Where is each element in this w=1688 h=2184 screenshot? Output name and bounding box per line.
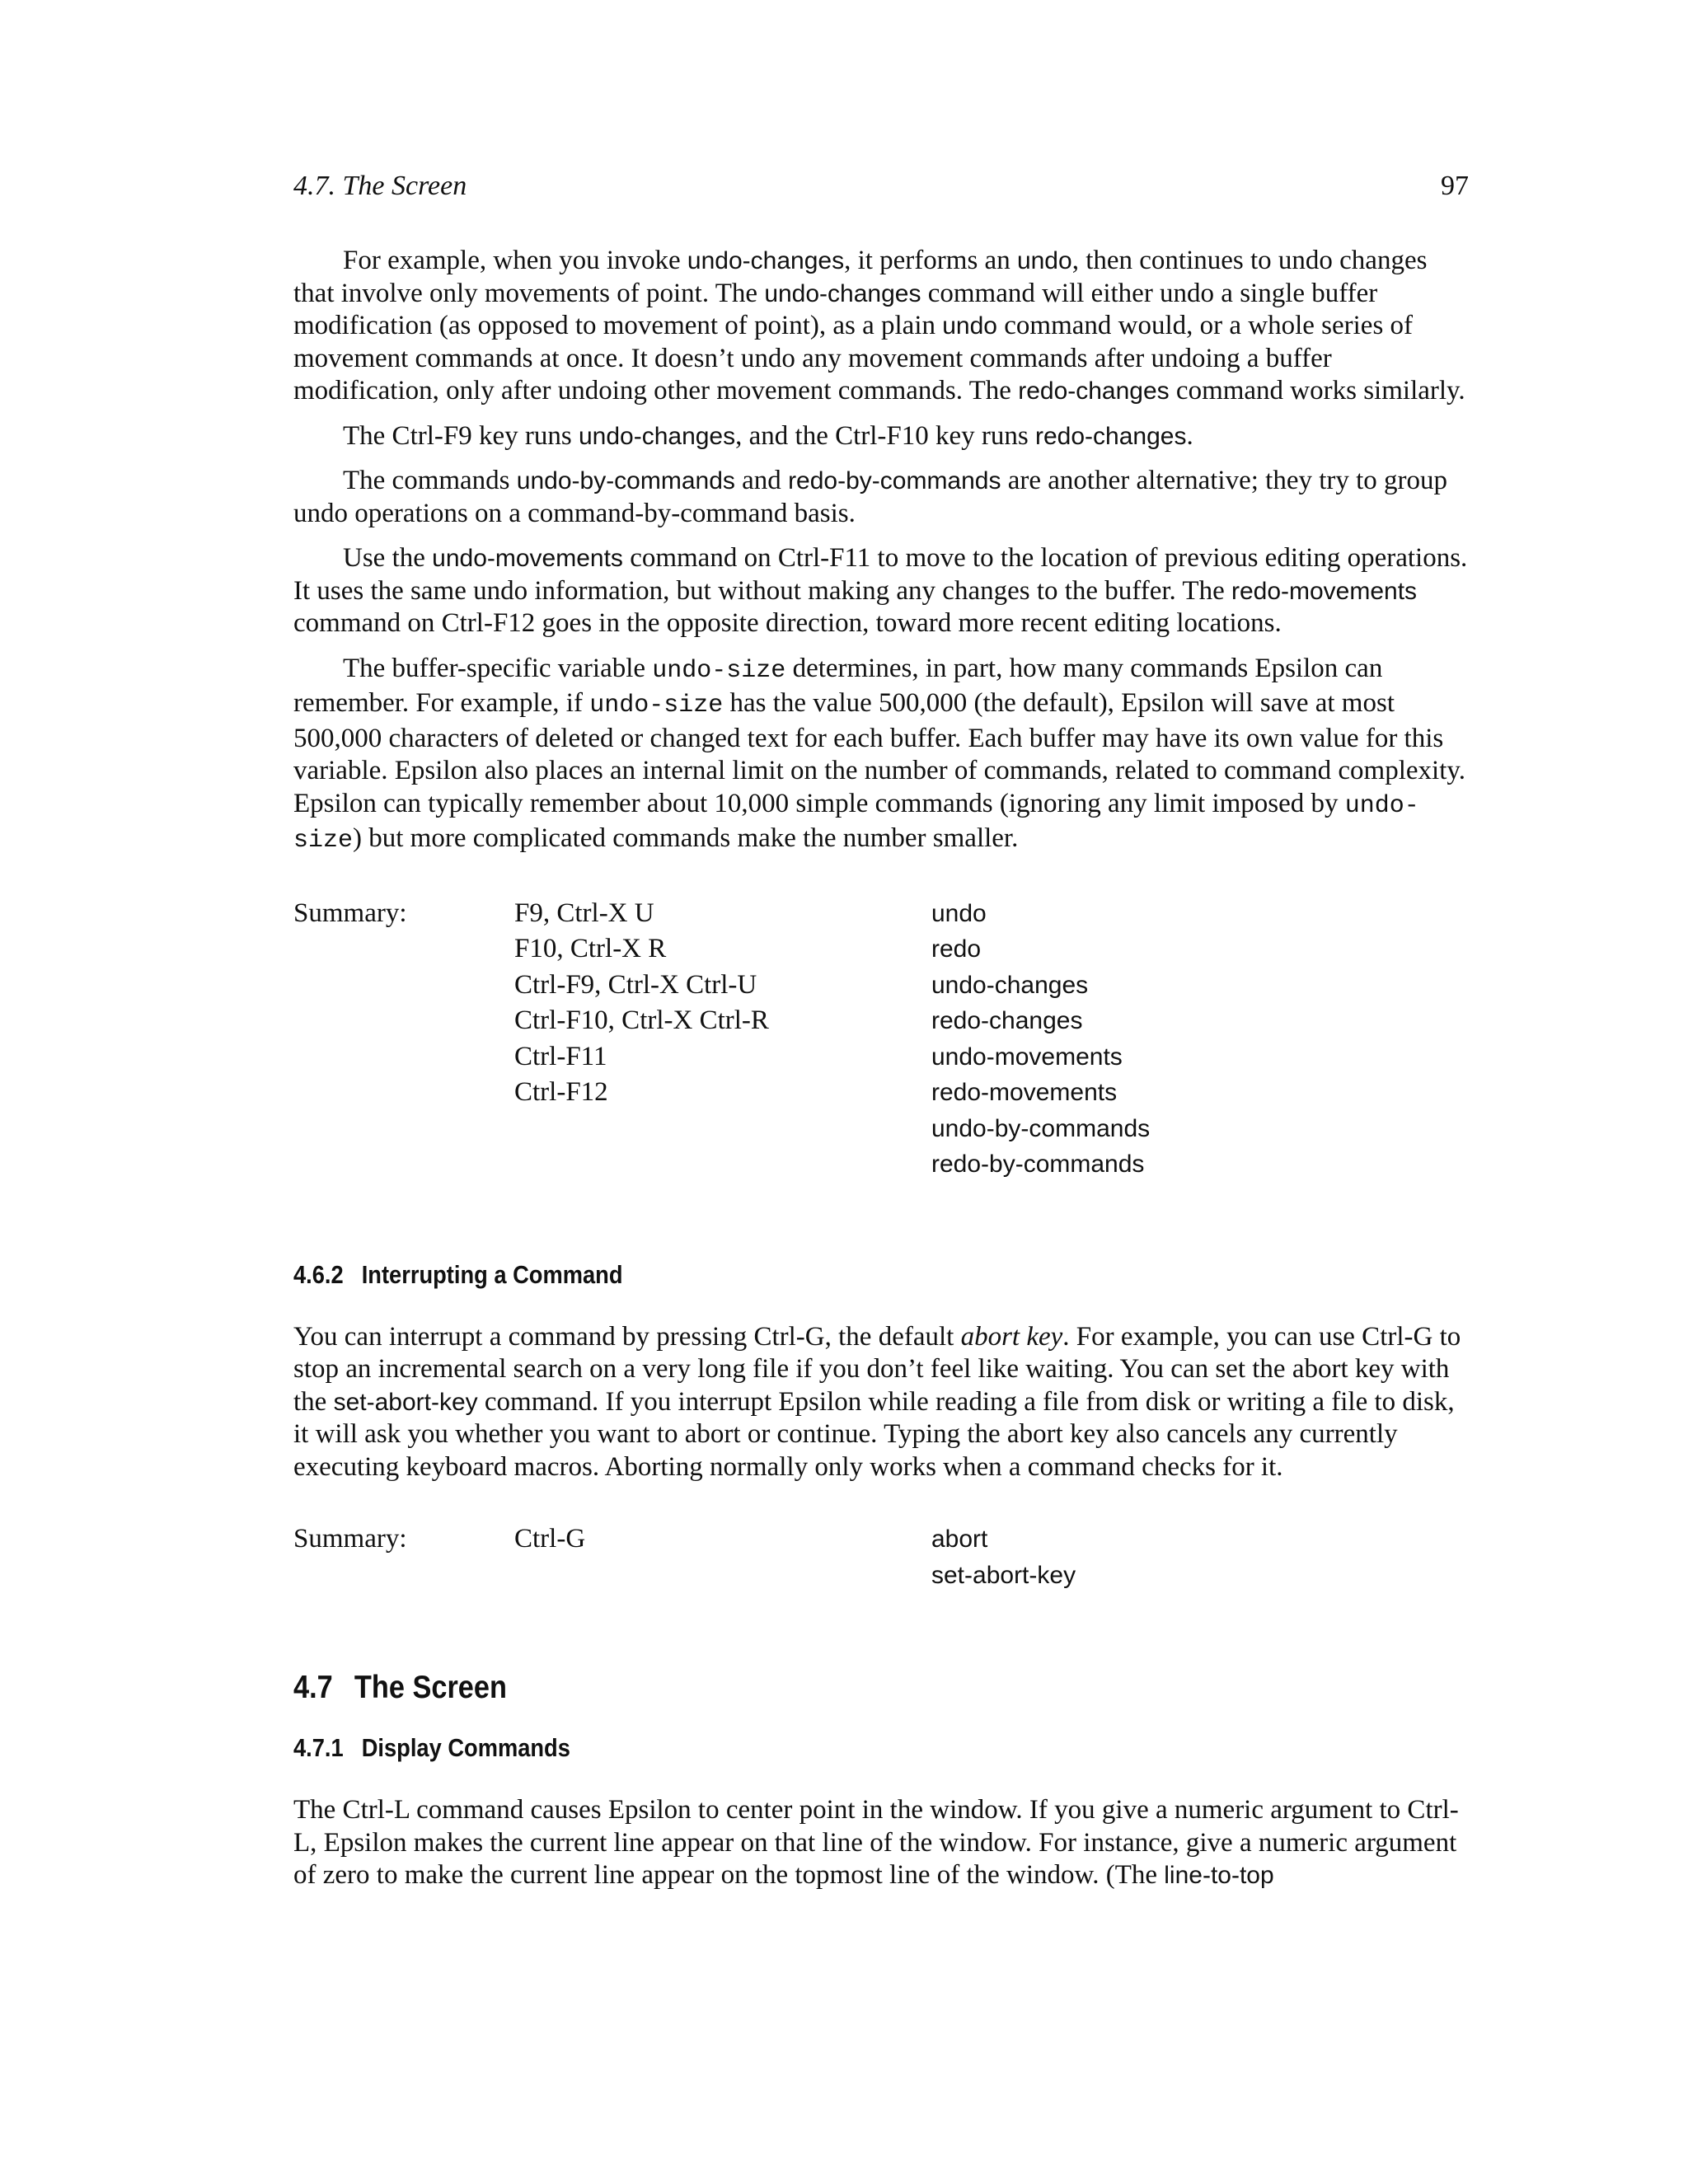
command-name: undo [942, 312, 997, 340]
command-name: undo-movements [432, 545, 623, 572]
summary-label: Summary: [293, 898, 407, 928]
paragraph-movements: Use the undo-movements command on Ctrl-F11 to move to the location of previous editing operations. It uses the same undo information, but without making any changes to the buffer. The redo-movements command on Ctrl-F12 goes in the opposite direction, toward more recent editing locations. [293, 543, 1468, 638]
command-name: redo-changes [1018, 377, 1170, 405]
section-number: 4.7 [293, 1670, 333, 1705]
summary-table-undo [293, 898, 1469, 1184]
paragraph-ctrl-f9: The Ctrl-F9 key runs undo-changes, and the Ctrl-F10 key runs redo-changes. [343, 420, 1193, 451]
summary-row [293, 969, 1469, 1005]
summary-command: undo [931, 899, 987, 927]
summary-keys: Ctrl-F11 [514, 1041, 607, 1071]
variable-name: undo-size [589, 691, 724, 719]
summary-command: redo [931, 935, 982, 963]
page-number: 97 [1441, 171, 1469, 201]
section-number: 4.6.2 [293, 1259, 344, 1289]
summary-command: redo-by-commands [931, 1151, 1145, 1178]
command-name: undo [1016, 247, 1072, 274]
summary-row [293, 1041, 1469, 1077]
summary-row [293, 1005, 1469, 1041]
summary-command: undo-changes [931, 971, 1089, 999]
summary-row [293, 1076, 1469, 1113]
section-heading-4-7-1 [293, 1732, 1328, 1765]
paragraph-undo-size: The buffer-specific variable undo-size determines, in part, how many commands Epsilon can remember. For example, if undo-size has the value 500,000 (the default), Epsilon will save at most 500,000 characters of deleted or changed text for each buffer. Each buffer may have its own value for this variable. Epsilon also places an internal limit on the number of commands, related to command complexity. Epsilon can typically remember about 10,000 simple commands (ignoring any limit imposed by undo-size) but more complicated commands make the number smaller. [293, 653, 1465, 855]
section-title: Interrupting a Command [361, 1259, 623, 1289]
summary-keys: F9, Ctrl-X U [514, 898, 654, 928]
variable-name: undo-size [652, 656, 786, 685]
command-name: undo-changes [687, 247, 845, 274]
summary-row [293, 1148, 1469, 1184]
section-title: Display Commands [361, 1733, 570, 1762]
command-name: redo-by-commands [788, 467, 1001, 494]
section-heading-4-7 [293, 1669, 1328, 1707]
running-head [293, 170, 1469, 203]
command-name: line-to-top [1164, 1862, 1274, 1889]
summary-row [293, 1113, 1469, 1149]
summary-keys: Ctrl-F10, Ctrl-X Ctrl-R [514, 1005, 769, 1035]
summary-keys: Ctrl-F12 [514, 1077, 608, 1107]
summary-command: undo-by-commands [931, 1114, 1151, 1142]
summary-row [293, 898, 1469, 934]
summary-keys: Ctrl-G [514, 1524, 586, 1554]
variable-name: undo-size [293, 791, 1419, 855]
summary-row [293, 1523, 1469, 1559]
paragraph-abort: You can interrupt a command by pressing Ctrl-G, the default abort key. For example, you can use Ctrl-G to stop an incremental search on a very long file if you don’t feel like waiting. You can set the abort key with the set-abort-key command. If you interrupt Epsilon while reading a file from disk or writing a file to disk, it will ask you whether you want to abort or continue. Typing the abort key also cancels any currently executing keyboard macros. Aborting normally only works when a command checks for it. [293, 1321, 1461, 1482]
command-name: undo-changes [764, 279, 921, 307]
summary-command: set-abort-key [931, 1561, 1076, 1589]
summary-keys: Ctrl-F9, Ctrl-X Ctrl-U [514, 969, 757, 1000]
summary-command: abort [931, 1526, 988, 1553]
page-body [293, 245, 1469, 1892]
command-name: redo-movements [1231, 577, 1418, 605]
summary-keys: F10, Ctrl-X R [514, 934, 667, 963]
summary-row [293, 933, 1469, 969]
summary-label: Summary: [293, 1524, 407, 1554]
command-name: redo-changes [1035, 422, 1187, 450]
running-head-title: 4.7. The Screen [293, 171, 467, 201]
summary-command: undo-movements [931, 1043, 1123, 1071]
command-name: undo-changes [578, 422, 736, 450]
section-title: The Screen [354, 1670, 507, 1705]
emphasis: abort key [960, 1321, 1063, 1352]
summary-table-abort [293, 1523, 1469, 1595]
summary-row [293, 1559, 1469, 1596]
summary-command: redo-changes [931, 1007, 1083, 1034]
section-heading-4-6-2 [293, 1258, 1328, 1291]
paragraph-by-commands: The commands undo-by-commands and redo-by-commands are another alternative; they try to group undo operations on a command-by-command basis. [293, 466, 1448, 528]
summary-command: redo-movements [931, 1079, 1118, 1106]
command-name: undo-by-commands [516, 467, 735, 494]
paragraph-undo-changes: For example, when you invoke undo-changes, it performs an undo, then continues to undo changes that involve only movements of point. The undo-changes command will either undo a single buffer modification (as opposed to movement of point), as a plain undo command would, or a whole series of movement commands at once. It doesn’t undo any movement commands after undoing a buffer modification, only after undoing other movement commands. The redo-changes command works similarly. [293, 246, 1465, 405]
paragraph-ctrl-l: The Ctrl-L command causes Epsilon to center point in the window. If you give a numeric argument to Ctrl-L, Epsilon makes the current line appear on that line of the window. For instance, give a numeric argument of zero to make the current line appear on the topmost line of the window. (The line-to-top [293, 1795, 1459, 1890]
command-name: set-abort-key [333, 1388, 478, 1416]
section-number: 4.7.1 [293, 1733, 344, 1762]
